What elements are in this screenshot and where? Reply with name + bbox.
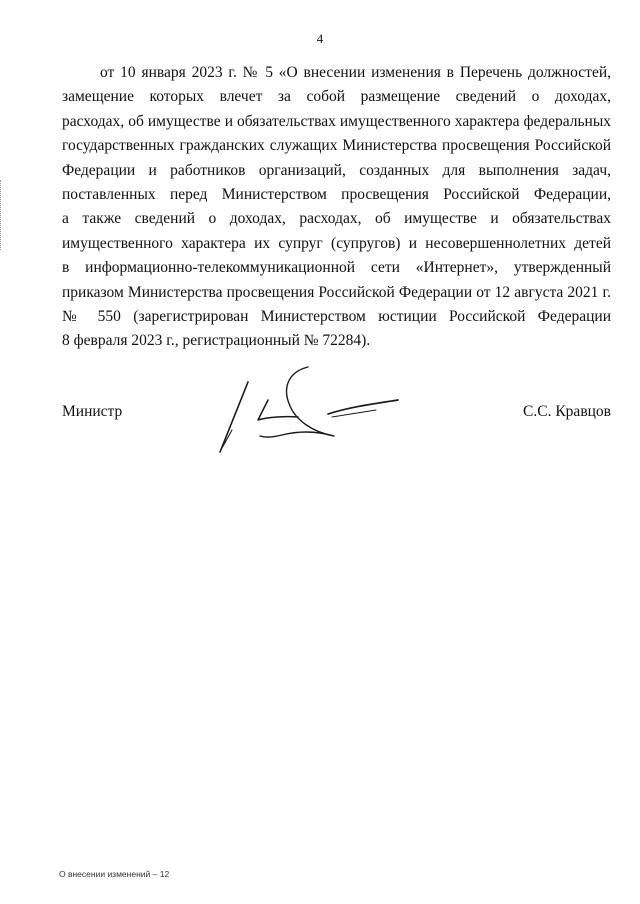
scan-edge-mark [0,180,5,250]
handwritten-signature [210,360,410,460]
body-line: № 550 (зарегистрирован Министерством юстиции Российской Федерации [62,307,611,325]
body-line: имущественного характера их супруг (супругов) и несовершеннолетних детей [62,234,611,252]
body-line: приказом Министерства просвещения Российской Федерации от 12 августа 2021 г. [62,283,611,301]
body-line: 8 февраля 2023 г., регистрационный № 72284). [62,332,371,350]
body-line: в информационно-телекоммуникационной сети «Интернет», утвержденный [62,259,611,277]
body-line: поставленных перед Министерством просвещения Российской Федерации, [62,185,611,203]
body-line: от 10 января 2023 г. № 5 «О внесении изменения в Перечень должностей, [100,64,611,81]
body-line: а также сведений о доходах, расходах, об имуществе и обязательствах [62,210,611,228]
signer-position: Министр [62,403,123,420]
body-line: Федерации и работников организаций, созданных для выполнения задач, [62,161,611,179]
document-body [62,61,611,354]
footer-note: О внесении изменений – 12 [59,869,170,879]
body-line: государственных гражданских служащих Министерства просвещения Российской [62,137,611,155]
signer-name: С.С. Кравцов [523,403,611,420]
body-line: расходах, об имуществе и обязательствах имущественного характера федеральных [62,112,611,130]
page-number: 4 [316,31,324,46]
body-line: замещение которых влечет за собой размещение сведений о доходах, [62,88,611,106]
